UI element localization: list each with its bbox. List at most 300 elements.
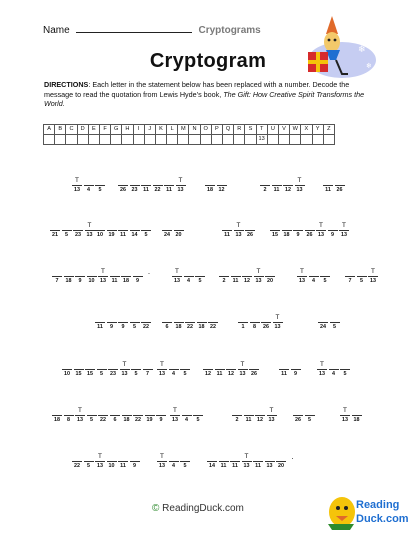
cipher-cell [226, 360, 236, 378]
cipher-number: 19 [146, 417, 153, 423]
cipher-number: 7 [348, 278, 352, 284]
cipher-cell [318, 313, 328, 331]
answer-blank[interactable] [107, 313, 117, 323]
cipher-cell [120, 360, 130, 378]
cipher-word [279, 360, 302, 378]
key-letter-cell: I [133, 125, 144, 135]
answer-blank[interactable] [328, 221, 338, 231]
cipher-number: 11 [111, 278, 118, 284]
answer-blank[interactable] [64, 267, 74, 277]
answer-blank[interactable] [293, 221, 303, 231]
answer-blank[interactable] [291, 360, 301, 370]
cipher-word [323, 176, 346, 194]
answer-blank[interactable] [293, 406, 303, 416]
answer-blank[interactable]: T [176, 176, 186, 186]
cipher-cell [52, 406, 62, 424]
answer-blank[interactable] [130, 452, 140, 462]
key-letter-cell: K [155, 125, 166, 135]
answer-blank[interactable] [182, 406, 192, 416]
cipher-word [340, 406, 363, 424]
answer-blank[interactable] [72, 452, 82, 462]
cipher-cell [328, 221, 338, 239]
cipher-number: 6 [165, 324, 169, 330]
cipher-number: 8 [253, 324, 256, 330]
answer-blank[interactable]: T [85, 221, 95, 231]
cipher-number: 13 [274, 324, 281, 330]
answer-blank[interactable] [73, 221, 83, 231]
cipher-number: 5 [98, 187, 102, 193]
answer-blank[interactable] [345, 267, 355, 277]
cipher-word [62, 360, 154, 378]
cipher-cell [72, 452, 82, 470]
cipher-word [270, 221, 351, 239]
cipher-cell [118, 221, 128, 239]
answer-blank[interactable] [265, 452, 275, 462]
cipher-cell [52, 267, 62, 285]
cipher-cell [272, 176, 282, 194]
cipher-word [297, 267, 332, 285]
cipher-number: 9 [159, 417, 163, 423]
answer-blank[interactable] [62, 360, 72, 370]
cipher-number: 15 [75, 371, 82, 377]
answer-blank[interactable] [118, 176, 128, 186]
key-letter-cell: A [44, 125, 55, 135]
key-number-cell[interactable]: 13 [256, 135, 267, 145]
cipher-cell [217, 176, 227, 194]
answer-blank[interactable]: T [98, 267, 108, 277]
cipher-cell [234, 221, 244, 239]
cipher-cell [141, 221, 151, 239]
answer-blank[interactable]: T [238, 360, 248, 370]
cipher-cell [238, 360, 248, 378]
cipher-number: 18 [65, 278, 72, 284]
answer-blank[interactable] [145, 406, 155, 416]
answer-blank[interactable] [238, 313, 248, 323]
cipher-number: 11 [166, 187, 172, 193]
cipher-word [232, 406, 278, 424]
page-title: Cryptogram [149, 50, 267, 72]
key-letter-cell: N [189, 125, 200, 135]
answer-blank[interactable] [133, 267, 143, 277]
answer-blank[interactable] [253, 452, 263, 462]
cipher-number: 9 [78, 278, 82, 284]
key-letter-cell: L [167, 125, 178, 135]
answer-blank[interactable]: T [95, 452, 105, 462]
answer-blank[interactable] [250, 313, 260, 323]
answer-blank[interactable] [195, 267, 205, 277]
cipher-number: 12 [244, 278, 250, 284]
answer-blank[interactable] [141, 221, 151, 231]
answer-blank[interactable] [130, 176, 140, 186]
cipher-cell [255, 406, 265, 424]
answer-blank[interactable] [272, 176, 282, 186]
key-letter-cell: T [256, 125, 267, 135]
cipher-number: 2 [222, 278, 226, 284]
answer-blank[interactable]: T [254, 267, 264, 277]
cipher-number: 13 [77, 417, 83, 423]
answer-blank[interactable] [352, 406, 362, 416]
cipher-word [205, 176, 228, 194]
answer-blank[interactable] [208, 313, 218, 323]
answer-blank[interactable] [205, 176, 215, 186]
cipher-cell [276, 452, 286, 470]
answer-blank[interactable]: . [291, 452, 294, 461]
cipher-cell [162, 221, 172, 239]
answer-blank[interactable] [118, 452, 128, 462]
answer-blank[interactable] [64, 406, 74, 416]
cipher-number: 21 [52, 232, 58, 238]
answer-blank[interactable]: T [339, 221, 349, 231]
cipher-cell [288, 452, 298, 461]
answer-blank[interactable] [141, 176, 151, 186]
answer-blank[interactable]: T [273, 313, 283, 323]
answer-blank[interactable] [130, 313, 140, 323]
cipher-cell [169, 452, 179, 470]
answer-blank[interactable]: T [340, 406, 350, 416]
cipher-number: 5 [100, 371, 103, 377]
cipher-cell [305, 406, 315, 424]
answer-blank[interactable] [52, 267, 62, 277]
answer-blank[interactable] [197, 313, 207, 323]
answer-blank[interactable] [279, 360, 289, 370]
cipher-number: 9 [121, 324, 125, 330]
cipher-number: 4 [312, 278, 315, 284]
answer-blank[interactable] [52, 406, 62, 416]
cipher-cell [107, 313, 117, 331]
cipher-cell [64, 267, 74, 285]
answer-blank[interactable]: T [170, 406, 180, 416]
answer-blank[interactable] [62, 221, 72, 231]
cipher-number: 24 [164, 232, 170, 238]
cipher-number: 10 [108, 463, 115, 469]
cipher-cell [98, 406, 108, 424]
cipher-cell [169, 360, 179, 378]
cipher-number: 22 [187, 324, 193, 330]
cipher-cell [122, 406, 132, 424]
answer-blank[interactable] [162, 221, 172, 231]
cipher-cell [156, 406, 166, 424]
answer-blank[interactable] [320, 267, 330, 277]
answer-blank[interactable] [107, 221, 117, 231]
cipher-cell [62, 360, 72, 378]
answer-blank[interactable] [169, 360, 179, 370]
cipher-number: 23 [131, 187, 138, 193]
key-letter-cell: W [290, 125, 301, 135]
answer-blank[interactable] [122, 406, 132, 416]
cipher-word [293, 406, 316, 424]
answer-blank[interactable] [305, 221, 315, 231]
answer-blank[interactable] [282, 221, 292, 231]
answer-blank[interactable]: T [72, 176, 82, 186]
logo-word-top: Reading [356, 499, 400, 511]
cipher-number: 20 [278, 463, 284, 469]
answer-blank[interactable] [87, 406, 97, 416]
answer-blank[interactable]: T [242, 452, 252, 462]
answer-blank[interactable] [245, 221, 255, 231]
answer-blank[interactable] [222, 221, 232, 231]
cipher-number: 18 [54, 417, 60, 423]
key-letter-cell: E [88, 125, 99, 135]
cipher-number: 5 [65, 232, 68, 238]
cipher-cell [316, 221, 326, 239]
cipher-cell [176, 176, 186, 194]
cipher-number: 6 [113, 417, 117, 423]
key-letter-cell: U [267, 125, 278, 135]
cipher-number: 22 [154, 187, 161, 193]
cipher-word [95, 221, 153, 239]
cipher-cell [180, 360, 190, 378]
cipher-cell [75, 267, 85, 285]
answer-blank[interactable] [156, 406, 166, 416]
cipher-word [238, 313, 284, 331]
cipher-number: 13 [177, 187, 184, 193]
cipher-cell [283, 176, 293, 194]
key-letter-cell: F [99, 125, 110, 135]
cipher-cell [207, 452, 217, 470]
answer-blank[interactable] [180, 360, 190, 370]
answer-blank[interactable]: T [157, 452, 167, 462]
answer-blank[interactable] [184, 267, 194, 277]
answer-blank[interactable] [230, 452, 240, 462]
cipher-cell [197, 313, 207, 331]
cipher-number: 13 [243, 463, 250, 469]
cipher-cell [323, 176, 333, 194]
answer-blank[interactable] [309, 267, 319, 277]
cipher-cell [208, 313, 218, 331]
answer-blank[interactable] [85, 360, 95, 370]
book-title: The Gift: How Creative Spirit Transforms the World. [44, 89, 365, 109]
answer-blank[interactable] [95, 221, 105, 231]
cipher-cell [121, 267, 131, 285]
answer-blank[interactable]: T [297, 267, 307, 277]
cipher-cell [265, 267, 275, 285]
cipher-cell [64, 406, 74, 424]
cipher-number: 24 [320, 324, 326, 330]
cipher-number: 4 [187, 278, 190, 284]
answer-blank[interactable] [164, 176, 174, 186]
key-letter-cell: Z [323, 125, 334, 135]
cipher-cell [345, 267, 355, 285]
cipher-cell [185, 313, 195, 331]
cipher-cell [87, 406, 97, 424]
cipher-cell [184, 267, 194, 285]
cipher-cell [172, 267, 182, 285]
answer-blank[interactable] [174, 221, 184, 231]
answer-blank[interactable] [133, 406, 143, 416]
answer-blank[interactable] [255, 406, 265, 416]
answer-blank[interactable] [95, 313, 105, 323]
cipher-number: 18 [283, 232, 290, 238]
cipher-number: 22 [100, 417, 106, 423]
answer-blank[interactable] [121, 267, 131, 277]
answer-blank[interactable] [110, 406, 120, 416]
answer-blank[interactable] [261, 313, 271, 323]
answer-blank[interactable] [283, 176, 293, 186]
answer-blank[interactable]: T [172, 267, 182, 277]
cipher-number: 18 [123, 278, 129, 284]
cipher-number: 9 [133, 463, 136, 469]
answer-blank[interactable] [118, 221, 128, 231]
cipher-number: 26 [251, 371, 257, 377]
cipher-cell [110, 267, 120, 285]
answer-blank[interactable] [174, 313, 184, 323]
answer-blank[interactable] [318, 313, 328, 323]
answer-blank[interactable] [219, 452, 229, 462]
cipher-number: 22 [210, 324, 216, 330]
cipher-word [172, 267, 207, 285]
answer-blank[interactable]: T [317, 360, 327, 370]
answer-blank[interactable] [87, 267, 97, 277]
cipher-word [157, 360, 192, 378]
answer-blank[interactable] [270, 221, 280, 231]
answer-blank[interactable] [84, 452, 94, 462]
cipher-cell [244, 406, 254, 424]
cipher-word [203, 360, 261, 378]
answer-blank[interactable] [118, 313, 128, 323]
answer-blank[interactable]: T [234, 221, 244, 231]
answer-blank[interactable] [329, 360, 339, 370]
cipher-number: 13 [235, 232, 242, 238]
name-label: Name [43, 25, 70, 36]
answer-blank[interactable] [219, 267, 229, 277]
cipher-number: 5 [87, 463, 90, 469]
answer-blank[interactable] [193, 406, 203, 416]
cipher-cell [242, 267, 252, 285]
answer-blank[interactable]: T [120, 360, 130, 370]
answer-blank[interactable] [162, 313, 172, 323]
cipher-number: 9 [136, 278, 139, 284]
svg-text:❄: ❄ [358, 44, 366, 54]
cipher-number: 13 [266, 463, 273, 469]
cipher-word [72, 176, 107, 194]
cipher-number: 10 [88, 278, 95, 284]
cipher-cell [107, 452, 117, 470]
cipher-cell [260, 176, 270, 194]
cipher-cell [335, 176, 345, 194]
cipher-number: 1 [241, 324, 245, 330]
answer-blank[interactable] [130, 221, 140, 231]
answer-blank[interactable] [265, 267, 275, 277]
cipher-number: 11 [255, 463, 261, 469]
cipher-number: 12 [228, 371, 234, 377]
answer-blank[interactable] [141, 313, 151, 323]
answer-blank[interactable] [97, 360, 107, 370]
answer-blank[interactable] [74, 360, 84, 370]
cipher-cell [242, 452, 252, 470]
cipher-number: 7 [55, 278, 59, 284]
answer-blank[interactable]: T [316, 221, 326, 231]
cipher-number: 26 [336, 187, 343, 193]
cipher-number: 13 [319, 371, 325, 377]
cipher-number: 26 [247, 232, 253, 238]
answer-blank[interactable] [75, 267, 85, 277]
cipher-cell [219, 452, 229, 470]
answer-blank[interactable] [84, 176, 94, 186]
cipher-number: 5 [90, 417, 93, 423]
cipher-word [317, 360, 352, 378]
answer-blank[interactable] [98, 406, 108, 416]
answer-blank[interactable] [242, 267, 252, 277]
cipher-number: 23 [75, 232, 81, 238]
cipher-word [162, 221, 185, 239]
cipher-number: 11 [97, 324, 103, 330]
answer-blank[interactable] [50, 221, 60, 231]
answer-blank[interactable]: T [75, 406, 85, 416]
answer-blank[interactable] [108, 360, 118, 370]
answer-blank[interactable]: T [295, 176, 305, 186]
answer-blank[interactable] [244, 406, 254, 416]
footer-site[interactable]: ReadingDuck.com [162, 503, 244, 514]
cipher-number: 4 [185, 417, 188, 423]
cipher-number: 5 [343, 371, 347, 377]
cipher-number: 11 [120, 232, 126, 238]
answer-blank[interactable] [203, 360, 213, 370]
cipher-cell [270, 221, 280, 239]
answer-blank[interactable]: T [368, 267, 378, 277]
answer-blank[interactable] [357, 267, 367, 277]
cipher-word [118, 176, 187, 194]
cipher-cell [174, 221, 184, 239]
answer-blank[interactable] [131, 360, 141, 370]
key-letter-cell: X [301, 125, 312, 135]
key-letter-cell: R [234, 125, 245, 135]
answer-blank[interactable] [185, 313, 195, 323]
answer-blank[interactable] [305, 406, 315, 416]
key-letter-cell: Q [223, 125, 234, 135]
cipher-number: 20 [267, 278, 273, 284]
cipher-number: 5 [196, 417, 200, 423]
answer-blank[interactable] [215, 360, 225, 370]
cipher-cell [85, 360, 95, 378]
answer-blank[interactable] [95, 176, 105, 186]
answer-blank[interactable] [143, 360, 153, 370]
answer-blank[interactable] [323, 176, 333, 186]
answer-blank[interactable] [207, 452, 217, 462]
answer-blank[interactable] [231, 267, 241, 277]
cipher-number: 5 [323, 278, 327, 284]
answer-blank[interactable] [260, 176, 270, 186]
answer-blank[interactable]: . [147, 267, 151, 276]
answer-blank[interactable] [330, 313, 340, 323]
cipher-cell [231, 267, 241, 285]
cipher-cell [232, 406, 242, 424]
key-letter-cell: O [200, 125, 211, 135]
answer-blank[interactable] [217, 176, 227, 186]
cipher-cell [98, 267, 108, 285]
answer-blank[interactable] [340, 360, 350, 370]
answer-blank[interactable] [276, 452, 286, 462]
answer-blank[interactable]: T [157, 360, 167, 370]
cipher-number: 13 [318, 232, 324, 238]
answer-blank[interactable] [232, 406, 242, 416]
cipher-cell [130, 313, 140, 331]
cipher-word [345, 267, 380, 285]
answer-blank[interactable]: T [267, 406, 277, 416]
cipher-number: 13 [74, 187, 80, 193]
cipher-number: 18 [175, 324, 182, 330]
answer-blank[interactable] [107, 452, 117, 462]
answer-blank[interactable] [226, 360, 236, 370]
answer-blank[interactable] [153, 176, 163, 186]
answer-blank[interactable] [180, 452, 190, 462]
cipher-word [52, 406, 110, 424]
cipher-cell [320, 267, 330, 285]
answer-blank[interactable] [169, 452, 179, 462]
answer-blank[interactable] [110, 267, 120, 277]
answer-blank[interactable] [335, 176, 345, 186]
answer-blank[interactable] [249, 360, 259, 370]
cipher-cell [250, 313, 260, 331]
